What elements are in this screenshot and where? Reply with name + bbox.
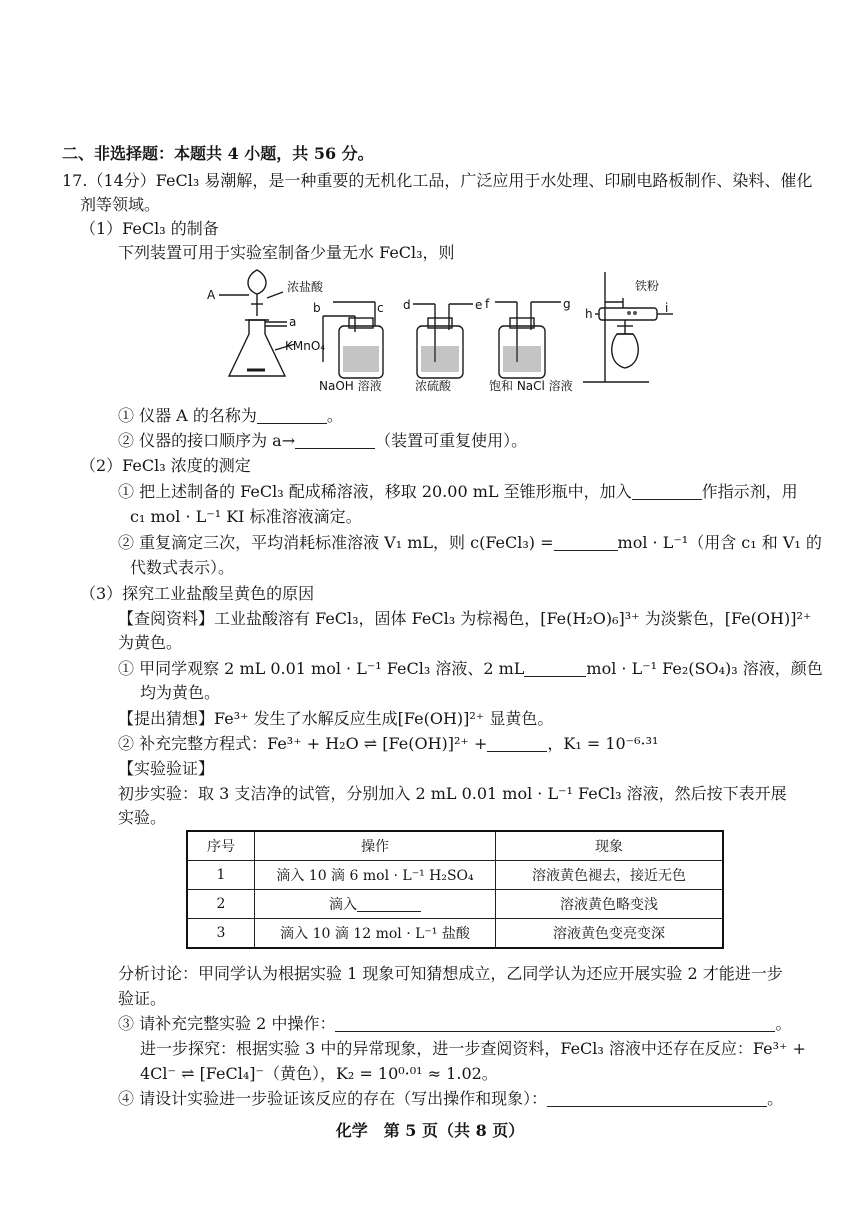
page-footer: 化学 第 5 页（共 8 页）: [335, 1121, 525, 1140]
part3-hypothesis: 【提出猜想】Fe³⁺ 发生了水解反应生成[Fe(OH)]²⁺ 显黄色。: [118, 709, 554, 728]
answer-blank[interactable]: [295, 432, 375, 449]
label-c: c: [377, 301, 384, 315]
label-h2so4: 浓硫酸: [415, 379, 452, 393]
part3-ref-line2: 为黄色。: [118, 633, 183, 652]
part3-verify-header: 【实验验证】: [118, 759, 215, 778]
part2-q2-line2: 代数式表示）。: [130, 558, 235, 577]
label-A: A: [207, 288, 216, 302]
table-cell: 1: [187, 861, 255, 890]
part3-ref-line1: 【查阅资料】工业盐酸溶有 FeCl₃，固体 FeCl₃ 为棕褐色，[Fe(H₂O)₆]³⁺ 为淡紫色，[Fe(OH)]²⁺: [118, 609, 812, 628]
part2-title: （2）FeCl₃ 浓度的测定: [80, 456, 251, 475]
part1-q1: ① 仪器 A 的名称为 。: [118, 406, 343, 425]
part3-title: （3）探究工业盐酸呈黄色的原因: [80, 584, 315, 603]
part2-q1-line1: ① 把上述制备的 FeCl₃ 配成稀溶液，移取 20.00 mL 至锥形瓶中，加入 作指示剂，用: [118, 482, 798, 501]
answer-blank[interactable]: [554, 534, 618, 551]
table-header-row: [187, 831, 723, 861]
label-f: f: [485, 297, 490, 311]
part3-obs-line2: 均为黄色。: [140, 683, 221, 702]
funnel-bulb: [248, 270, 266, 294]
table-cell: 溶液黄色褪去，接近无色: [496, 861, 724, 890]
part3-further-line2: 4Cl⁻ ⇌ [FeCl₄]⁻（黄色），K₂ = 10⁰·⁰¹ ≈ 1.02。: [140, 1064, 498, 1083]
label-g: g: [563, 297, 571, 311]
part3-discussion-line1: 分析讨论：甲同学认为根据实验 1 现象可知猜想成立，乙同学认为还应开展实验 2 才能进一步: [118, 964, 783, 983]
part2-q2-line1: ② 重复滴定三次，平均消耗标准溶液 V₁ mL，则 c(FeCl₃) = mol · L⁻¹（用含 c₁ 和 V₁ 的: [118, 533, 822, 552]
table-cell: 溶液黄色变亮变深: [496, 919, 724, 949]
experiment-table: [186, 830, 724, 949]
part3-prelim-line1: 初步实验：取 3 支洁净的试管，分别加入 2 mL 0.01 mol · L⁻¹ FeCl₃ 溶液，然后按下表开展: [118, 784, 787, 803]
table-header-cell: 现象: [496, 831, 724, 861]
section-header: 二、非选择题：本题共 4 小题，共 56 分。: [62, 144, 374, 163]
table-cell: 2: [187, 890, 255, 919]
answer-blank[interactable]: [524, 660, 586, 677]
table-row: [187, 861, 723, 890]
table-cell: 滴入: [255, 890, 496, 919]
label-d: d: [403, 298, 411, 312]
part3-discussion-line2: 验证。: [118, 989, 167, 1008]
part3-q4: ④ 请设计实验进一步验证该反应的存在（写出操作和现象）： 。: [118, 1089, 784, 1108]
answer-blank[interactable]: [257, 407, 327, 424]
part3-prelim-line2: 实验。: [118, 808, 167, 827]
table-row: [187, 919, 723, 949]
answer-blank[interactable]: [632, 483, 702, 500]
part1-desc: 下列装置可用于实验室制备少量无水 FeCl₃，则: [118, 243, 455, 262]
table-cell: 溶液黄色略变浅: [496, 890, 724, 919]
conical-flask: [229, 320, 285, 376]
label-e: e: [475, 298, 483, 312]
q17-intro-line1: 17.（14分）FeCl₃ 易潮解，是一种重要的无机化工品，广泛应用于水处理、印刷电路板制作、染料、催化: [62, 171, 813, 190]
part1-q2: ② 仪器的接口顺序为 a→ （装置可重复使用）。: [118, 431, 528, 450]
table-cell: 滴入 10 滴 12 mol · L⁻¹ 盐酸: [255, 919, 496, 949]
part3-q3: ③ 请补充完整实验 2 中操作： 。: [118, 1014, 792, 1033]
part3-further-line1: 进一步探究：根据实验 3 中的异常现象，进一步查阅资料，FeCl₃ 溶液中还存在反应：Fe³⁺ +: [140, 1039, 806, 1058]
answer-blank[interactable]: [357, 895, 421, 912]
q17-intro-line2: 剂等领域。: [80, 195, 161, 214]
part1-title: （1）FeCl₃ 的制备: [80, 219, 219, 238]
table-row: [187, 890, 723, 919]
answer-blank[interactable]: [547, 1090, 767, 1107]
label-iron-powder: 铁粉: [635, 279, 660, 293]
label-h: h: [585, 307, 593, 321]
table-cell: 3: [187, 919, 255, 949]
label-conc-hcl: 浓盐酸: [287, 280, 324, 294]
label-a: a: [289, 315, 297, 329]
part3-equation: ② 补充完整方程式：Fe³⁺ + H₂O ⇌ [Fe(OH)]²⁺ + ，K₁ = 10⁻⁶·³¹: [118, 734, 659, 753]
label-i: i: [665, 301, 669, 315]
table-header-cell: 操作: [255, 831, 496, 861]
answer-blank[interactable]: [335, 1015, 775, 1032]
label-kmno4: KMnO₄: [285, 339, 326, 353]
part2-q1-line2: c₁ mol · L⁻¹ KI 标准溶液滴定。: [130, 507, 362, 526]
label-naoh: NaOH 溶液: [319, 379, 382, 393]
label-b: b: [313, 301, 321, 315]
table-cell: 滴入 10 滴 6 mol · L⁻¹ H₂SO₄: [255, 861, 496, 890]
apparatus-diagram: [205, 264, 675, 394]
answer-blank[interactable]: [487, 735, 547, 752]
table-header-cell: 序号: [187, 831, 255, 861]
part3-obs-line1: ① 甲同学观察 2 mL 0.01 mol · L⁻¹ FeCl₃ 溶液、2 mL mol · L⁻¹ Fe₂(SO₄)₃ 溶液，颜色: [118, 659, 823, 678]
alcohol-lamp: [612, 334, 639, 368]
label-nacl: 饱和 NaCl 溶液: [489, 379, 573, 393]
